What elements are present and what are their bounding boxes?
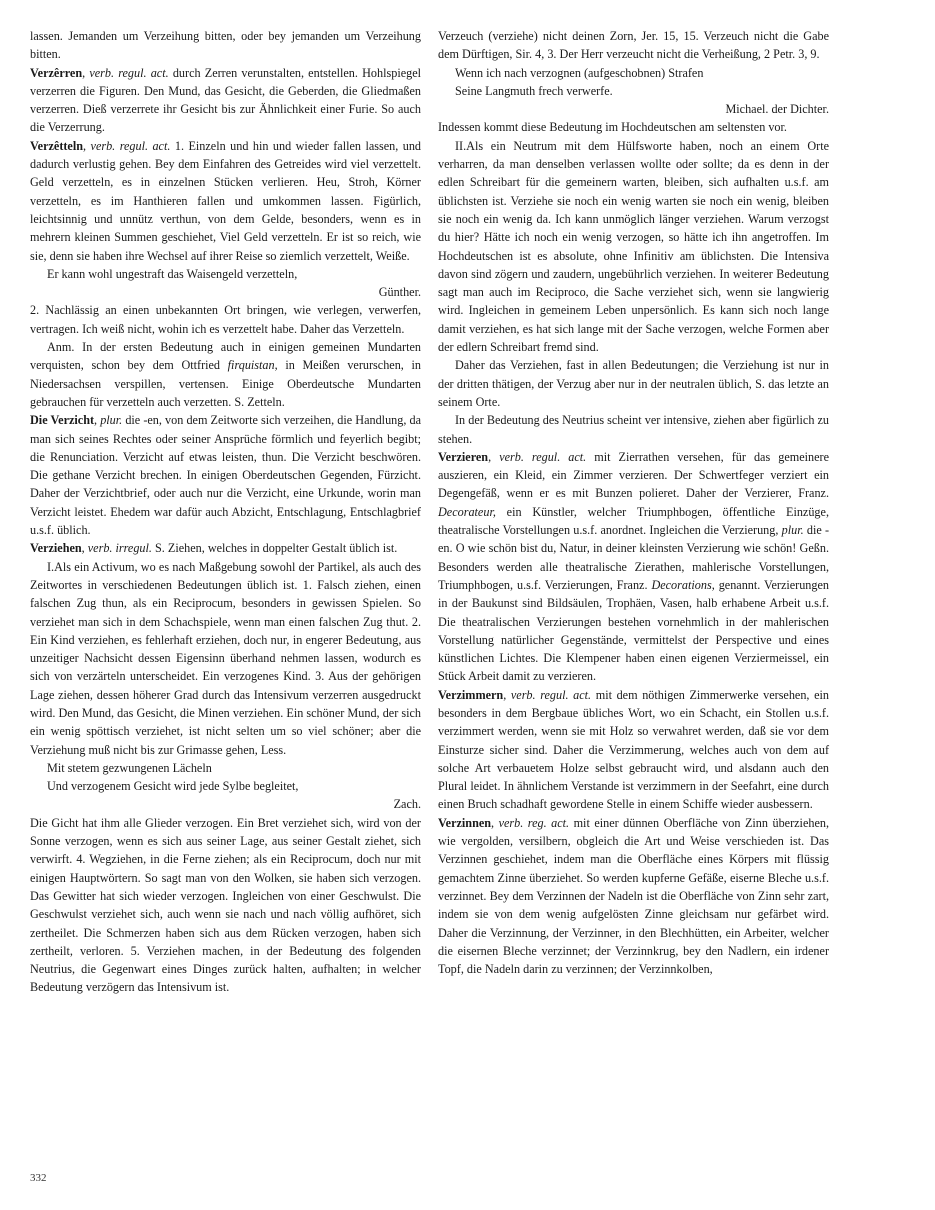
grammar-label: verb. regul. act. [90,138,171,153]
definition: durch Zerren verunstalten, entstellen. Hohlspiegel verzerren die Figuren. Den Mund, das Gesicht, die Geberden, die Gliedmaßen verzerren. Dieß verzerrete ihr Gesicht bis zur Ähnlichkeit einer Furie. So auch die Verzerrung. [30,65,422,135]
definition: 1. Einzeln und hin und wieder fallen lassen, und dadurch verlustig gehen. Bey dem Einfahren des Getreides wird viel verzettelt. Geld verzetteln, es in einzelnen Stücken verlieren. Heu, Stroh, Körner verzetteln, es im Hanthieren fallen und umkommen lassen. Figürlich, leichtsinnig und unnütz verthun, von dem Gelde, besonders, wenn es in mehrern kleinen Summen geschiehet, Viel Geld verzetteln. Er ist so reich, wie sie, denn sie haben ihre Wechsel auf ihrer Reise so ziemlich verzettelt, Weiße. [30,138,422,263]
headword: Verziehen [30,541,82,556]
note-text: in Meißen verurschen, in Niedersachsen verspillen, vertensen. Einige Oberdeutsche Mundarten gebrauchen für verzetteln auch verzetten. S. Zetteln. [30,358,421,409]
paragraph: Daher das Verziehen, fast in allen Bedeutungen; die Verziehung ist nur in der dritten thätigen, der Verzug aber nur in der neutralen üblich, S. das letzte an seinem Orte. [438,358,829,409]
grammar-label: verb. regul. act. [499,449,587,464]
entry-verziehen: Verziehen, verb. irregul. S. Ziehen, welches in doppelter Gestalt üblich ist. [30,541,398,556]
grammar-label: verb. reg. act. [498,815,570,830]
entry-verzimmern: Verzimmern, verb. regul. act. mit dem nöthigen Zimmerwerke versehen, ein besonders in dem Bergbaue übliches Wort, wo ein Schacht, ein Stollen u.s.f. verzimmert werden, wenn sie mit Holz so verwahret werden, daß sie vor dem Einsturze sicher sind. Daher die Verzimmerung, welches auch von dem auf solche Art verbauetem Holze selbst gebraucht wird, und alsdann auch den Plural leidet. In ähnlichem Verstande ist verzimmern in der Seefahrt, eine durch einen Bruch schadhaft gewordene Stelle in einem Schiffe wieder ausbessern. [438,687,829,812]
verse-line: Mit stetem gezwungenen Lächeln [47,760,212,775]
italic-term: Decorateur, [438,504,496,519]
paragraph: lassen. Jemanden um Verzeihung bitten, oder bey jemanden um Verzeihung bitten. [30,29,421,62]
verse-line: Wenn ich nach verzognen (aufgeschobnen) Strafen [455,65,704,80]
entry-verzinnen: Verzinnen, verb. reg. act. mit einer dünnen Oberfläche von Zinn überziehen, wie vergolden, versilbern, obgleich die Art und Weise verschieden ist. Das Verzinnen geschiehet, indem man die Oberfläche eines Körpers mit flüssig gemachtem Zinne überziehet. So werden kupferne Gefäße, eiserne Bleche u.s.f. verzinnet. Bey dem Verzinnen der Nadeln ist die Oberfläche von Zinn sehr zart, indem sie von dem wenig aufgelösten Zinne gleichsam nur gefärbet wird. Daher die Verzinnung, der Verzinner, in den Blechhütten, ein Arbeiter, welcher die eisernen Bleche verzinnet; der Verzinnkrug, bey den Nadlern, ein irdener Topf, die Nadeln darin zu verzinnen; der Verzinnkolben, [438,815,829,977]
paragraph: Indessen kommt diese Bedeutung im Hochdeutschen am seltensten vor. [438,120,787,135]
right-column [438,27,829,978]
definition: die -en, von dem Zeitworte sich verzeihen, die Handlung, da man sich seines Rechtes oder seiner Ansprüche förmlich und feyerlich begibt; die Renunciation. Verzicht auf etwas leisten, thun. Die Verzicht beschwören. Die gethane Verzicht brechen. In einigen Oberdeutschen Gegenden, Fürzicht. Daher der Verzichtbrief, oder auch nur die Verzicht, eine Urkunde, worin man Verzicht leistet. Ehedem war dafür auch Abzicht, Entschlagung, Entschlagbrief u.s.f. üblich. [30,413,422,538]
verse-line: Und verzogenem Gesicht wird jede Sylbe begleitet, [47,779,299,794]
definition: mit einer dünnen Oberfläche von Zinn überziehen, wie vergolden, versilbern, obgleich die Art und Weise verschieden ist. Das Verzinnen geschiehet, indem man die Oberfläche eines Körpers mit flüssig gemachtem Zinne überziehet. So werden kupferne Gefäße, eiserne Bleche u.s.f. verzinnet. Bey dem Verzinnen der Nadeln ist die Oberfläche von Zinn sehr zart, indem sie von dem wenig aufgelösten Zinne gleichsam nur gefärbet wird. Daher die Verzinnung, der Verzinner, in den Blechhütten, ein Arbeiter, welcher die eisernen Bleche verzinnet; der Verzinnkrug, bey den Nadlern, ein irdener Topf, die Nadeln darin zu verzinnen; der Verzinnkolben, [438,815,829,977]
definition: ein Künstler, welcher Triumphbogen, öffentliche Einzüge, theatralische Vorstellungen u.s.f. anordnet. Ingleichen die Verzierung, [438,504,829,538]
definition: die -en. O wie schön bist du, Natur, in deiner kleinsten Verzierung wie schön! Geßn. Besonders werden alle theatralische Zierathen, mahlerische Vorstellungen, Triumphbogen, u.s.f. Verzierungen, Franz. [438,523,830,592]
attribution: Michael. der Dichter. [725,102,829,117]
entry-verzerren: Verzêrren, verb. regul. act. durch Zerren verunstalten, entstellen. Hohlspiegel verzerren die Figuren. Den Mund, das Gesicht, die Geberden, die Gliedmaßen verzerren. Dieß verzerrete ihr Gesicht bis zur Ähnlichkeit einer Furie. So auch die Verzerrung. [30,65,422,135]
entry-verzetteln: Verzêtteln, verb. regul. act. 1. Einzeln und hin und wieder fallen lassen, und dadurch verlustig gehen. Bey dem Einfahren des Getreides wird viel verzettelt. Geld verzetteln, es in einzelnen Stücken verlieren. Heu, Stroh, Körner verzetteln, es im Hanthieren fallen und umkommen lassen. Figürlich, leichtsinnig und unnütz verthun, von dem Gelde, besonders, wenn es in mehrern kleinen Summen geschiehet, Viel Geld verzetteln. Er ist so reich, wie sie, denn sie haben ihre Wechsel auf ihrer Reise so ziemlich verzettelt, Weiße. [30,138,422,263]
headword: Verzêrren [30,65,83,80]
verse-line: Seine Langmuth frech verwerfe. [455,83,613,98]
verse-line: Er kann wohl ungestraft das Waisengeld verzetteln, [47,266,298,281]
paragraph: Die Gicht hat ihm alle Glieder verzogen. Ein Bret verziehet sich, wird von der Sonne verzogen, wenn es sich aus seiner Lage, aus seiner Gestalt ziehet, sich verwirft. 4. Wegziehen, in die Ferne ziehen; als ein Reciprocum, doch nur mit einigen Hauptwörtern. So sagt man von den Wolken, sie haben sich verzogen. Das Gewitter hat sich wieder verzogen. Ingleichen von einer Geschwulst. Die Geschwulst verziehet sich, auch wenn sie nach und nach völlig aufhöret, sich zertheilet. Die Schmerzen haben sich aus dem Rücken verzogen, haben sich zertheilt, verloren. 5. Verziehen machen, in der Bedeutung des folgenden Neutrius, die Gegenwart eines Dinges zurück halten, aufhalten; in welcher Bedeutung verzögern das Intensivum ist. [30,815,421,995]
grammar-label: verb. regul. act. [510,687,592,702]
paragraph: II.Als ein Neutrum mit dem Hülfsworte haben, noch an einem Orte verharren, da man denselben verlassen wollte oder sollte; da es denn in der edlen Schreibart für die gemeinern warten, bleiben, sich aufhalten u.s.f. am üblichsten ist. Verziehe sie noch ein wenig warten sie noch ein wenig, bleiben sie noch ein wenig da. Ich kann unmöglich länger verziehen. Warum verzogst du hier? Hätte ich noch ein wenig verzogen, so hätte ich ihn angetroffen. Im Hochdeutschen ist es absolute, ohne Infinitiv am üblichsten. Die Intensiva davon sind zögern und zaudern, ungebührlich verziehen. In weiterer Bedeutung sagt man auch im Reciproco, die Sache verziehet sich, wenn sie langwierig wird. Ingleichen in gemeinem Leben unpersönlich. Es kann sich noch lange damit verziehen, es hat sich lange mit der Sache verzogen, welche Formen aber der edlern Schreibart fremd sind. [438,138,829,355]
paragraph: 2. Nachlässig an einen unbekannten Ort bringen, wie verlegen, verwerfen, vertragen. Ich weiß nicht, wohin ich es verzettelt habe. Daher das Verzetteln. [30,303,421,336]
headword: Verzêtteln [30,138,84,153]
headword: Die Verzicht [30,413,95,428]
headword: Verzimmern [438,687,504,702]
definition: mit dem nöthigen Zimmerwerke versehen, ein besonders in dem Bergbaue übliches Wort, wo ein Schacht, ein Stollen u.s.f. verzimmert werden, wenn sie mit Holz so verwahret werden, daß sie vor dem Einsturze sicher sind. Daher die Verzimmerung, welches auch von dem auf solche Art verbauetem Holze selbst gebraucht wird, und alsdann auch den Plural leidet. In ähnlichem Verstande ist verzimmern in der Seefahrt, eine durch einen Bruch schadhaft gewordene Stelle in einem Schiffe wieder ausbessern. [438,687,829,812]
italic-term: plur. [781,523,804,538]
note-italic: firquistan, [227,358,278,373]
paragraph: Verzeuch (verziehe) nicht deinen Zorn, Jer. 15, 15. Verzeuch nicht die Gabe dem Dürftigen, Sir. 4, 3. Der Herr verzeucht nicht die Verheißung, 2 Petr. 3, 9. [438,29,829,62]
note-paragraph [30,338,421,411]
headword: Verzieren [438,449,489,464]
attribution: Günther. [378,285,421,300]
page-number: 332 [30,1172,47,1184]
headword: Verzinnen [438,815,492,830]
paragraph: I.Als ein Activum, wo es nach Maßgebung sowohl der Partikel, als auch des Zeitwortes in verschiedenen Bedeutungen üblich ist. 1. Falsch ziehen, einen falschen Zug thun, als ein Reciprocum, besonders in gewissen Spielen. So verziehet man sich in dem Schachspiele, wenn man einen falschen Zug thut. 2. Ein Kind verziehen, es fehlerhaft erziehen, doch nur, in engerer Bedeutung, aus unzeitiger Nachsicht dessen Eigensinn überhand nehmen lassen, wodurch es sich von verzärteln unterscheidet. Ein verzogenes Kind. 3. Aus der gehörigen Lage ziehen, dessen höherer Grad durch das Intensivum verzerren ausgedruckt wird. Den Mund, das Gesicht, die Minen verziehen. Ein schöner Mund, der sich ein wenig spöttisch verziehet, ist nicht selten um so viel schöner; aber die Verziehung muß nicht bis zur Grimasse gehen, Less. [30,559,421,757]
entry-verzieren: Verzieren, verb. regul. act. mit Zierrathen versehen, für das gemeinere auszieren, ein Kleid, ein Zimmer verzieren. Der Schwertfeger verziert ein Degengefäß, wenn er es mit Bunzen polieret. Daher der Verzierer, Franz. Decorateur, ein Künstler, welcher Triumphbogen, öffentliche Einzüge, theatralische Vorstellungen u.s.f. anordnet. Ingleichen die Verzierung, plur. die -en. O wie schön bist du, Natur, in deiner kleinsten Verzierung wie schön! Geßn. Besonders werden alle theatralische Zierathen, mahlerische Vorstellungen, Triumphbogen, u.s.f. Verzierungen, Franz. Decorations, genannt. Verzierungen in der Baukunst sind Bildsäulen, Trophäen, Vasen, halb erhabene Arbeit u.s.f. Die theatralischen Verzierungen bestehen vornehmlich in der mahlerischen Vorstellung natürlicher Gegenstände, vermittelst der Perspective und eines künstlichen Lichtes. Die Klempener haben einen eigenen Verziermeissel, ein Stück Arbeit damit zu verzieren. [438,449,830,684]
definition: S. Ziehen, welches in doppelter Gestalt üblich ist. [151,541,398,556]
paragraph: In der Bedeutung des Neutrius scheint ver intensive, ziehen aber figürlich zu stehen. [438,413,829,446]
grammar-label: verb. irregul. [87,541,152,556]
grammar-label: plur. [100,413,123,428]
left-column [30,27,421,997]
entry-verzicht: Die Verzicht, plur. die -en, von dem Zeitworte sich verzeihen, die Handlung, da man sich seines Rechtes oder seiner Ansprüche förmlich und feyerlich begibt; die Renunciation. Verzicht auf etwas leisten, thun. Die Verzicht beschwören. Die gethane Verzicht brechen. In einigen Oberdeutschen Gegenden, Fürzicht. Daher der Verzichtbrief, oder auch nur die Verzicht, eine Urkunde, worin man Verzicht leistet. Ehedem war dafür auch Abzicht, Entschlagung, Entschlagbrief u.s.f. üblich. [30,413,422,538]
attribution: Zach. [393,797,421,812]
definition: genannt. Verzierungen in der Baukunst sind Bildsäulen, Trophäen, Vasen, halb erhabene Arbeit u.s.f. Die theatralischen Verzierungen bestehen vornehmlich in der mahlerischen Vorstellung natürlicher Gegenstände, vermittelst der Perspective und eines künstlichen Lichtes. Die Klempener haben einen eigenen Verziermeissel, ein Stück Arbeit damit zu verzieren. [438,577,829,684]
note-text: Anm. In der ersten Bedeutung auch in einigen gemeinen Mundarten verquisten, schon bey dem Ottfried [30,340,421,373]
grammar-label: verb. regul. act. [89,65,169,80]
definition: mit Zierrathen versehen, für das gemeinere auszieren, ein Kleid, ein Zimmer verzieren. Der Schwertfeger verziert ein Degengefäß, wenn er es mit Bunzen polieret. Daher der Verzierer, Franz. [438,449,829,501]
italic-term: Decorations, [651,577,715,592]
